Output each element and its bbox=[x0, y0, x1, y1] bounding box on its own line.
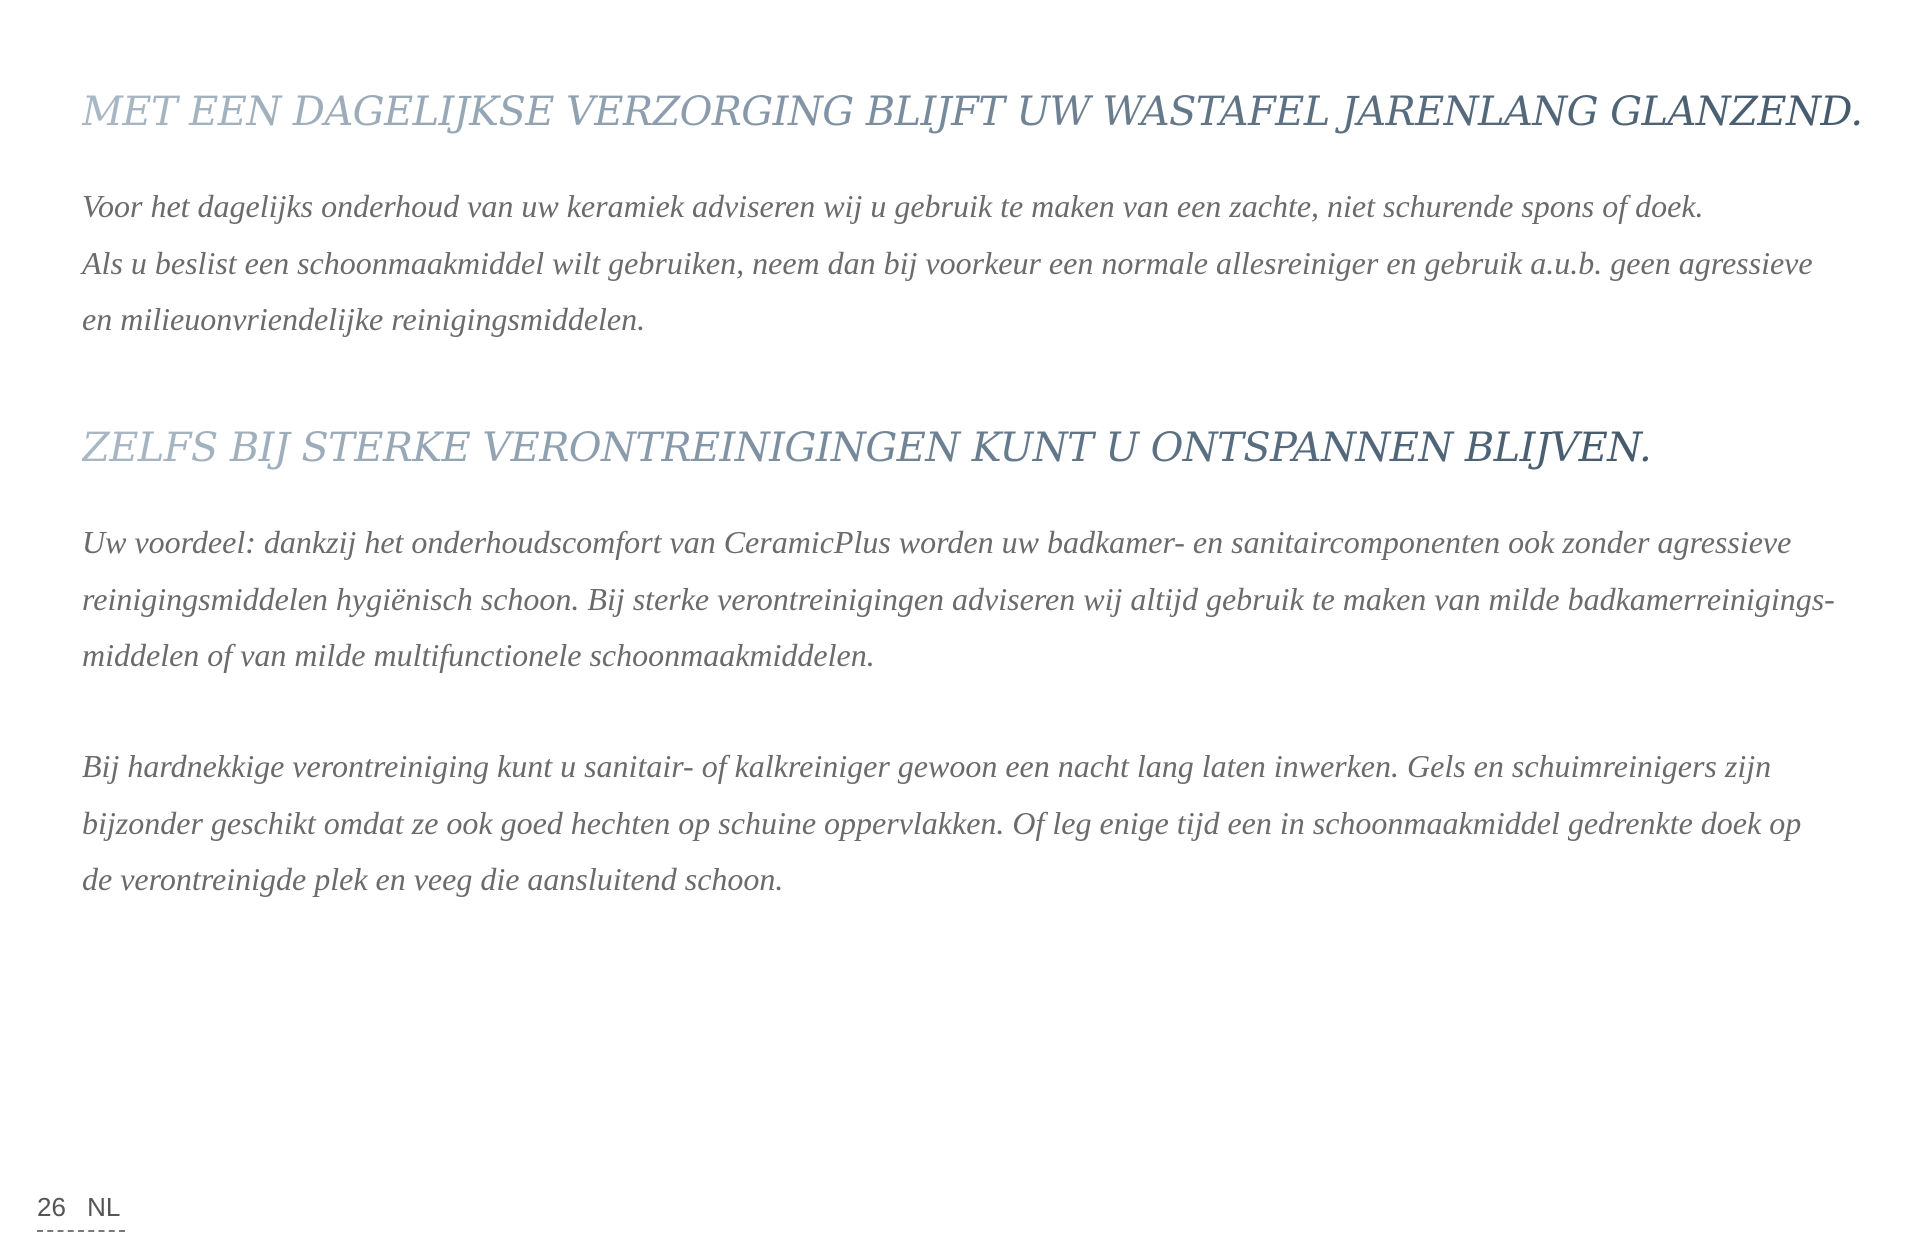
footer-divider bbox=[37, 1230, 125, 1232]
section-heading: ZELFS BIJ STERKE VERONTREINIGINGEN KUNT U ONTSPANNEN BLIJVEN. bbox=[82, 425, 1652, 471]
language-code: NL bbox=[87, 1192, 121, 1222]
paragraph bbox=[82, 738, 1842, 908]
page-footer bbox=[37, 1192, 120, 1223]
paragraph-line: Bij hardnekkige verontreiniging kunt u sanitair- of kalkreiniger gewoon een nacht lang laten inwerken. Gels en schuimreinigers zijn bbox=[82, 748, 1772, 784]
paragraph bbox=[82, 514, 1842, 684]
paragraph-line: de verontreinigde plek en veeg die aansluitend schoon. bbox=[82, 861, 784, 897]
paragraph-line: reinigingsmiddelen hygiënisch schoon. Bij sterke verontreinigingen adviseren wij altijd gebruik te maken van milde badkamerreinigings- bbox=[82, 580, 1835, 617]
paragraph-line: middelen of van milde multifunctionele schoonmaakmiddelen. bbox=[82, 637, 875, 673]
paragraph bbox=[82, 178, 1842, 348]
paragraph-line: Uw voordeel: dankzij het onderhoudscomfort van CeramicPlus worden uw badkamer- en sanitaircomponenten ook zonder agressieve bbox=[82, 524, 1792, 560]
paragraph-line: Als u beslist een schoonmaakmiddel wilt gebruiken, neem dan bij voorkeur een normale allesreiniger en gebruik a.u.b. geen agressieve bbox=[82, 244, 1813, 281]
paragraph-line: en milieuonvriendelijke reinigingsmiddelen. bbox=[82, 301, 646, 337]
section-heading: MET EEN DAGELIJKSE VERZORGING BLIJFT UW WASTAFEL JARENLANG GLANZEND. bbox=[82, 89, 1863, 135]
page-number: 26 bbox=[37, 1192, 66, 1222]
paragraph-line: Voor het dagelijks onderhoud van uw keramiek adviseren wij u gebruik te maken van een zachte, niet schurende spons of doek. bbox=[82, 188, 1704, 224]
paragraph-line: bijzonder geschikt omdat ze ook goed hechten op schuine oppervlakken. Of leg enige tijd een in schoonmaakmiddel gedrenkte doek op bbox=[82, 804, 1802, 841]
